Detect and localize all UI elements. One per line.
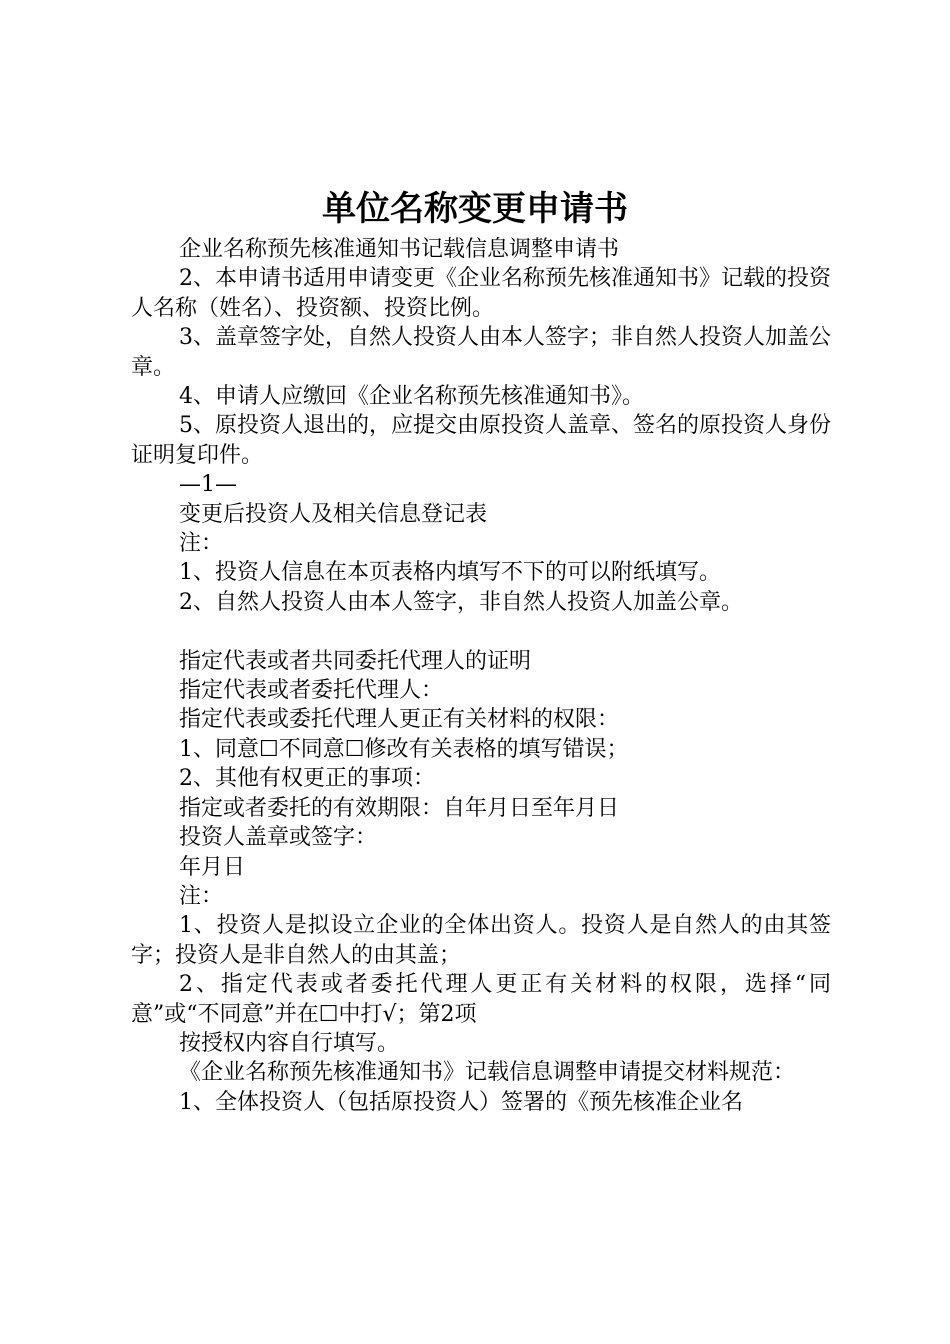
paragraph: 指定代表或委托代理人更正有关材料的权限：: [179, 707, 620, 733]
paragraph: 指定或者委托的有效期限：自年月日至年月日: [179, 795, 620, 821]
paragraph: 2、自然人投资人由本人签字，非自然人投资人加盖公章。: [179, 589, 743, 615]
paragraph: 4、申请人应缴回《企业名称预先核准通知书》。: [179, 384, 644, 410]
paragraph: 按授权内容自行填写。: [179, 1030, 400, 1056]
paragraph: 2、本申请书适用申请变更《企业名称预先核准通知书》记载的投资人名称（姓名）、投资额、投资比例。: [131, 266, 831, 321]
document-title: 单位名称变更申请书: [322, 189, 628, 229]
note-label: 注：: [179, 883, 224, 909]
paragraph: 1、同意☐不同意☐修改有关表格的填写错误；: [179, 736, 629, 762]
paragraph: 企业名称预先核准通知书记载信息调整申请书: [179, 237, 620, 262]
paragraph: 5、原投资人退出的，应提交由原投资人盖章、签名的原投资人身份证明复印件。: [131, 413, 831, 468]
paragraph: 年月日: [179, 854, 246, 880]
paragraph: 2、指定代表或者委托代理人更正有关材料的权限，选择“同意”或“不同意”并在☐中打√；第2项: [131, 972, 831, 1027]
section-heading: 指定代表或者共同委托代理人的证明: [179, 648, 532, 674]
paragraph: 《企业名称预先核准通知书》记载信息调整申请提交材料规范：: [179, 1060, 796, 1086]
paragraph: 1、投资人是拟设立企业的全体出资人。投资人是自然人的由其签字；投资人是非自然人的由其盖；: [131, 913, 831, 968]
page-number: —1—: [179, 472, 237, 498]
document-body: [131, 235, 831, 1117]
paragraph: 指定代表或者委托代理人：: [179, 678, 444, 704]
section-heading: 变更后投资人及相关信息登记表: [179, 501, 488, 527]
paragraph: 3、盖章签字处，自然人投资人由本人签字；非自然人投资人加盖公章。: [131, 325, 831, 380]
paragraph: 1、全体投资人（包括原投资人）签署的《预先核准企业名: [179, 1089, 743, 1115]
paragraph: 投资人盖章或签字：: [179, 825, 378, 851]
blank-line: [131, 617, 831, 646]
paragraph: 2、其他有权更正的事项：: [179, 766, 435, 792]
paragraph: 1、投资人信息在本页表格内填写不下的可以附纸填写。: [179, 560, 721, 586]
note-label: 注：: [179, 531, 224, 557]
